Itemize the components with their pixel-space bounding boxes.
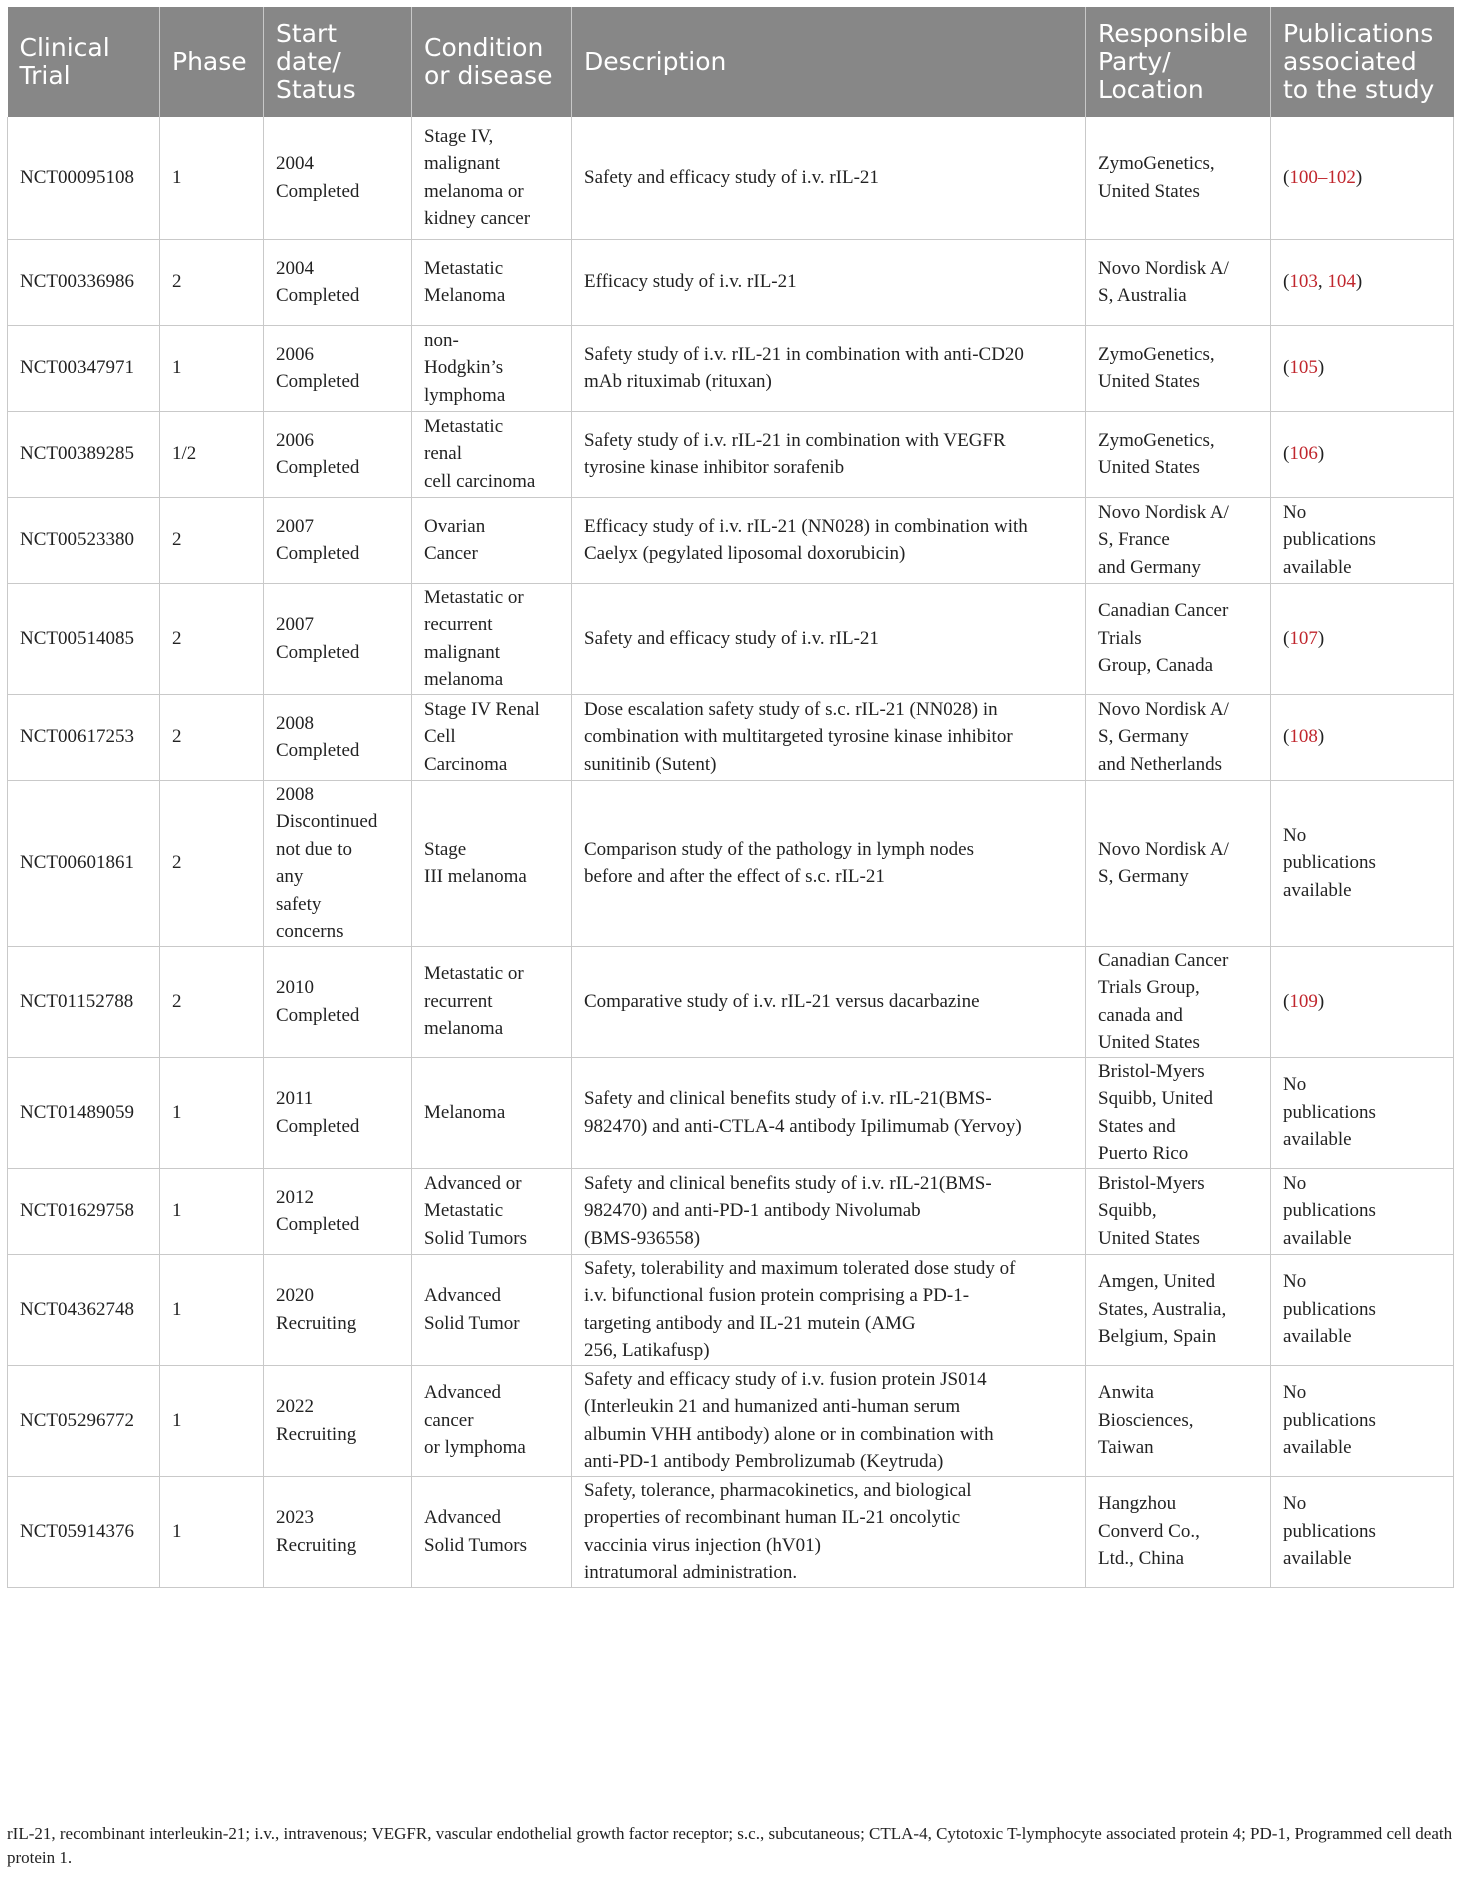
cell-trial-id: NCT01152788: [8, 946, 160, 1057]
cell-description: Safety, tolerance, pharmacokinetics, and biological properties of recombinant human IL-21 oncolytic vaccinia virus injection (hV01) intratumoral administration.: [572, 1476, 1086, 1587]
publication-text: No publications available: [1283, 1074, 1376, 1151]
cell-trial-id: NCT01629758: [8, 1168, 160, 1254]
cell-description: Safety and clinical benefits study of i.v. rIL-21(BMS- 982470) and anti-PD-1 antibody Nivolumab (BMS-936558): [572, 1168, 1086, 1254]
table-row: [8, 946, 1454, 1057]
table-row: [8, 1057, 1454, 1168]
cell-condition: Metastatic renal cell carcinoma: [412, 411, 572, 497]
table-row: [8, 1476, 1454, 1587]
header-description: Description: [572, 7, 1086, 117]
cell-phase: 1: [160, 325, 264, 411]
cell-responsible-party: ZymoGenetics, United States: [1086, 117, 1271, 239]
table-row: [8, 325, 1454, 411]
cell-phase: 1: [160, 1168, 264, 1254]
cell-responsible-party: Canadian Cancer Trials Group, Canada: [1086, 583, 1271, 694]
clinical-trials-table: [7, 7, 1454, 1588]
header-condition: Condition or disease: [412, 7, 572, 117]
cell-publications: [1271, 239, 1454, 325]
cell-publications: [1271, 694, 1454, 780]
cell-responsible-party: Novo Nordisk A/ S, Australia: [1086, 239, 1271, 325]
cell-start-status: 2007 Completed: [264, 583, 412, 694]
cell-phase: 2: [160, 497, 264, 583]
cell-start-status: 2006 Completed: [264, 411, 412, 497]
publication-text: (: [1283, 726, 1290, 748]
header-responsible-party: Responsible Party/ Location: [1086, 7, 1271, 117]
publication-text: ): [1355, 167, 1363, 188]
publication-text: (: [1283, 167, 1290, 188]
reference-link[interactable]: 107: [1289, 627, 1318, 649]
cell-start-status: 2023 Recruiting: [264, 1476, 412, 1587]
table-row: [8, 583, 1454, 694]
cell-condition: Melanoma: [412, 1057, 572, 1168]
publication-text: (: [1283, 443, 1290, 465]
publication-text: ,: [1317, 271, 1328, 293]
publication-text: ): [1317, 726, 1325, 748]
cell-publications: [1271, 583, 1454, 694]
cell-phase: 2: [160, 946, 264, 1057]
trials-table-container: [7, 7, 1453, 1588]
cell-responsible-party: Hangzhou Converd Co., Ltd., China: [1086, 1476, 1271, 1587]
cell-condition: Stage III melanoma: [412, 780, 572, 946]
cell-trial-id: NCT00617253: [8, 694, 160, 780]
cell-responsible-party: ZymoGenetics, United States: [1086, 325, 1271, 411]
publication-text: ): [1355, 271, 1363, 293]
cell-trial-id: NCT00514085: [8, 583, 160, 694]
cell-condition: Advanced Solid Tumors: [412, 1476, 572, 1587]
cell-trial-id: NCT00389285: [8, 411, 160, 497]
publication-text: No publications available: [1283, 1172, 1376, 1249]
cell-description: Efficacy study of i.v. rIL-21: [572, 239, 1086, 325]
publication-text: (: [1283, 357, 1290, 379]
cell-start-status: 2008 Discontinued not due to any safety concerns: [264, 780, 412, 946]
cell-responsible-party: Bristol-Myers Squibb, United States and Puerto Rico: [1086, 1057, 1271, 1168]
header-clinical-trial: Clinical Trial: [8, 7, 160, 117]
reference-link[interactable]: 106: [1289, 443, 1318, 465]
cell-trial-id: NCT00336986: [8, 239, 160, 325]
cell-trial-id: NCT01489059: [8, 1057, 160, 1168]
cell-publications: [1271, 780, 1454, 946]
cell-condition: Stage IV Renal Cell Carcinoma: [412, 694, 572, 780]
publication-text: ): [1317, 357, 1325, 379]
cell-trial-id: NCT05914376: [8, 1476, 160, 1587]
cell-publications: [1271, 117, 1454, 239]
cell-phase: 1/2: [160, 411, 264, 497]
reference-link[interactable]: 103: [1289, 271, 1318, 293]
cell-phase: 1: [160, 117, 264, 239]
cell-condition: Stage IV, malignant melanoma or kidney cancer: [412, 117, 572, 239]
cell-condition: Metastatic or recurrent melanoma: [412, 946, 572, 1057]
publication-text: No publications available: [1283, 1493, 1376, 1570]
reference-link[interactable]: 100–102: [1289, 167, 1356, 188]
cell-description: Safety and efficacy study of i.v. rIL-21: [572, 583, 1086, 694]
cell-description: Safety and clinical benefits study of i.v. rIL-21(BMS- 982470) and anti-CTLA-4 antibody Ipilimumab (Yervoy): [572, 1057, 1086, 1168]
cell-condition: Ovarian Cancer: [412, 497, 572, 583]
publication-text: No publications available: [1283, 1382, 1376, 1459]
cell-responsible-party: Anwita Biosciences, Taiwan: [1086, 1365, 1271, 1476]
cell-publications: [1271, 946, 1454, 1057]
cell-condition: Advanced cancer or lymphoma: [412, 1365, 572, 1476]
cell-description: Dose escalation safety study of s.c. rIL-21 (NN028) in combination with multitargeted tyrosine kinase inhibitor sunitinib (Sutent): [572, 694, 1086, 780]
cell-publications: [1271, 325, 1454, 411]
cell-publications: [1271, 1254, 1454, 1365]
table-row: [8, 1254, 1454, 1365]
reference-link[interactable]: 104: [1327, 271, 1356, 293]
table-footnote: rIL-21, recombinant interleukin-21; i.v., intravenous; VEGFR, vascular endothelial growth factor receptor; s.c., subcutaneous; CTLA-4, Cytotoxic T-lymphocyte associated protein 4; PD-1, Programmed cell death protein 1.: [7, 1824, 1453, 1867]
cell-phase: 2: [160, 694, 264, 780]
cell-description: Safety study of i.v. rIL-21 in combination with anti-CD20 mAb rituximab (rituxan): [572, 325, 1086, 411]
header-start-date-status: Start date/ Status: [264, 7, 412, 117]
cell-phase: 1: [160, 1057, 264, 1168]
cell-start-status: 2007 Completed: [264, 497, 412, 583]
cell-description: Safety, tolerability and maximum tolerated dose study of i.v. bifunctional fusion protein comprising a PD-1- targeting antibody and IL-21 mutein (AMG 256, Latikafusp): [572, 1254, 1086, 1365]
cell-phase: 1: [160, 1365, 264, 1476]
publication-text: ): [1317, 443, 1325, 465]
publication-text: ): [1317, 990, 1325, 1012]
cell-responsible-party: Novo Nordisk A/ S, Germany and Netherlands: [1086, 694, 1271, 780]
table-row: [8, 497, 1454, 583]
publication-text: No publications available: [1283, 1271, 1376, 1348]
cell-condition: Metastatic Melanoma: [412, 239, 572, 325]
cell-description: Efficacy study of i.v. rIL-21 (NN028) in combination with Caelyx (pegylated liposomal doxorubicin): [572, 497, 1086, 583]
cell-publications: [1271, 1057, 1454, 1168]
cell-responsible-party: Novo Nordisk A/ S, Germany: [1086, 780, 1271, 946]
publication-text: No publications available: [1283, 824, 1376, 901]
table-header-row: [8, 7, 1454, 117]
publication-text: (: [1283, 271, 1290, 293]
cell-start-status: 2020 Recruiting: [264, 1254, 412, 1365]
cell-trial-id: NCT00601861: [8, 780, 160, 946]
cell-start-status: 2008 Completed: [264, 694, 412, 780]
cell-description: Comparison study of the pathology in lymph nodes before and after the effect of s.c. rIL-21: [572, 780, 1086, 946]
publication-text: ): [1317, 627, 1325, 649]
cell-trial-id: NCT00347971: [8, 325, 160, 411]
cell-phase: 1: [160, 1476, 264, 1587]
table-row: [8, 117, 1454, 239]
cell-start-status: 2004 Completed: [264, 117, 412, 239]
cell-publications: [1271, 497, 1454, 583]
cell-responsible-party: Novo Nordisk A/ S, France and Germany: [1086, 497, 1271, 583]
table-row: [8, 694, 1454, 780]
cell-publications: [1271, 411, 1454, 497]
cell-trial-id: NCT00523380: [8, 497, 160, 583]
table-row: [8, 411, 1454, 497]
cell-description: Safety and efficacy study of i.v. rIL-21: [572, 117, 1086, 239]
cell-publications: [1271, 1365, 1454, 1476]
cell-responsible-party: Amgen, United States, Australia, Belgium, Spain: [1086, 1254, 1271, 1365]
cell-phase: 1: [160, 1254, 264, 1365]
publication-text: (: [1283, 627, 1290, 649]
cell-start-status: 2010 Completed: [264, 946, 412, 1057]
table-row: [8, 1168, 1454, 1254]
table-row: [8, 239, 1454, 325]
cell-responsible-party: ZymoGenetics, United States: [1086, 411, 1271, 497]
cell-start-status: 2006 Completed: [264, 325, 412, 411]
header-publications: Publications associated to the study: [1271, 7, 1454, 117]
table-row: [8, 1365, 1454, 1476]
cell-condition: Advanced or Metastatic Solid Tumors: [412, 1168, 572, 1254]
cell-description: Safety study of i.v. rIL-21 in combination with VEGFR tyrosine kinase inhibitor sorafenib: [572, 411, 1086, 497]
cell-start-status: 2011 Completed: [264, 1057, 412, 1168]
cell-condition: Metastatic or recurrent malignant melanoma: [412, 583, 572, 694]
table-body: [8, 117, 1454, 1587]
cell-trial-id: NCT04362748: [8, 1254, 160, 1365]
cell-description: Safety and efficacy study of i.v. fusion protein JS014 (Interleukin 21 and humanized anti-human serum albumin VHH antibody) alone or in combination with anti-PD-1 antibody Pembrolizumab (Keytruda): [572, 1365, 1086, 1476]
cell-publications: [1271, 1168, 1454, 1254]
cell-start-status: 2012 Completed: [264, 1168, 412, 1254]
cell-phase: 2: [160, 239, 264, 325]
table-row: [8, 780, 1454, 946]
publication-text: (: [1283, 990, 1290, 1012]
cell-phase: 2: [160, 583, 264, 694]
cell-description: Comparative study of i.v. rIL-21 versus dacarbazine: [572, 946, 1086, 1057]
cell-condition: Advanced Solid Tumor: [412, 1254, 572, 1365]
cell-trial-id: NCT00095108: [8, 117, 160, 239]
cell-phase: 2: [160, 780, 264, 946]
cell-condition: non- Hodgkin’s lymphoma: [412, 325, 572, 411]
reference-link[interactable]: 108: [1289, 726, 1318, 748]
cell-start-status: 2004 Completed: [264, 239, 412, 325]
publication-text: No publications available: [1283, 501, 1376, 578]
cell-responsible-party: Bristol-Myers Squibb, United States: [1086, 1168, 1271, 1254]
cell-trial-id: NCT05296772: [8, 1365, 160, 1476]
header-phase: Phase: [160, 7, 264, 117]
cell-start-status: 2022 Recruiting: [264, 1365, 412, 1476]
reference-link[interactable]: 105: [1289, 357, 1318, 379]
reference-link[interactable]: 109: [1289, 990, 1318, 1012]
cell-responsible-party: Canadian Cancer Trials Group, canada and United States: [1086, 946, 1271, 1057]
cell-publications: [1271, 1476, 1454, 1587]
